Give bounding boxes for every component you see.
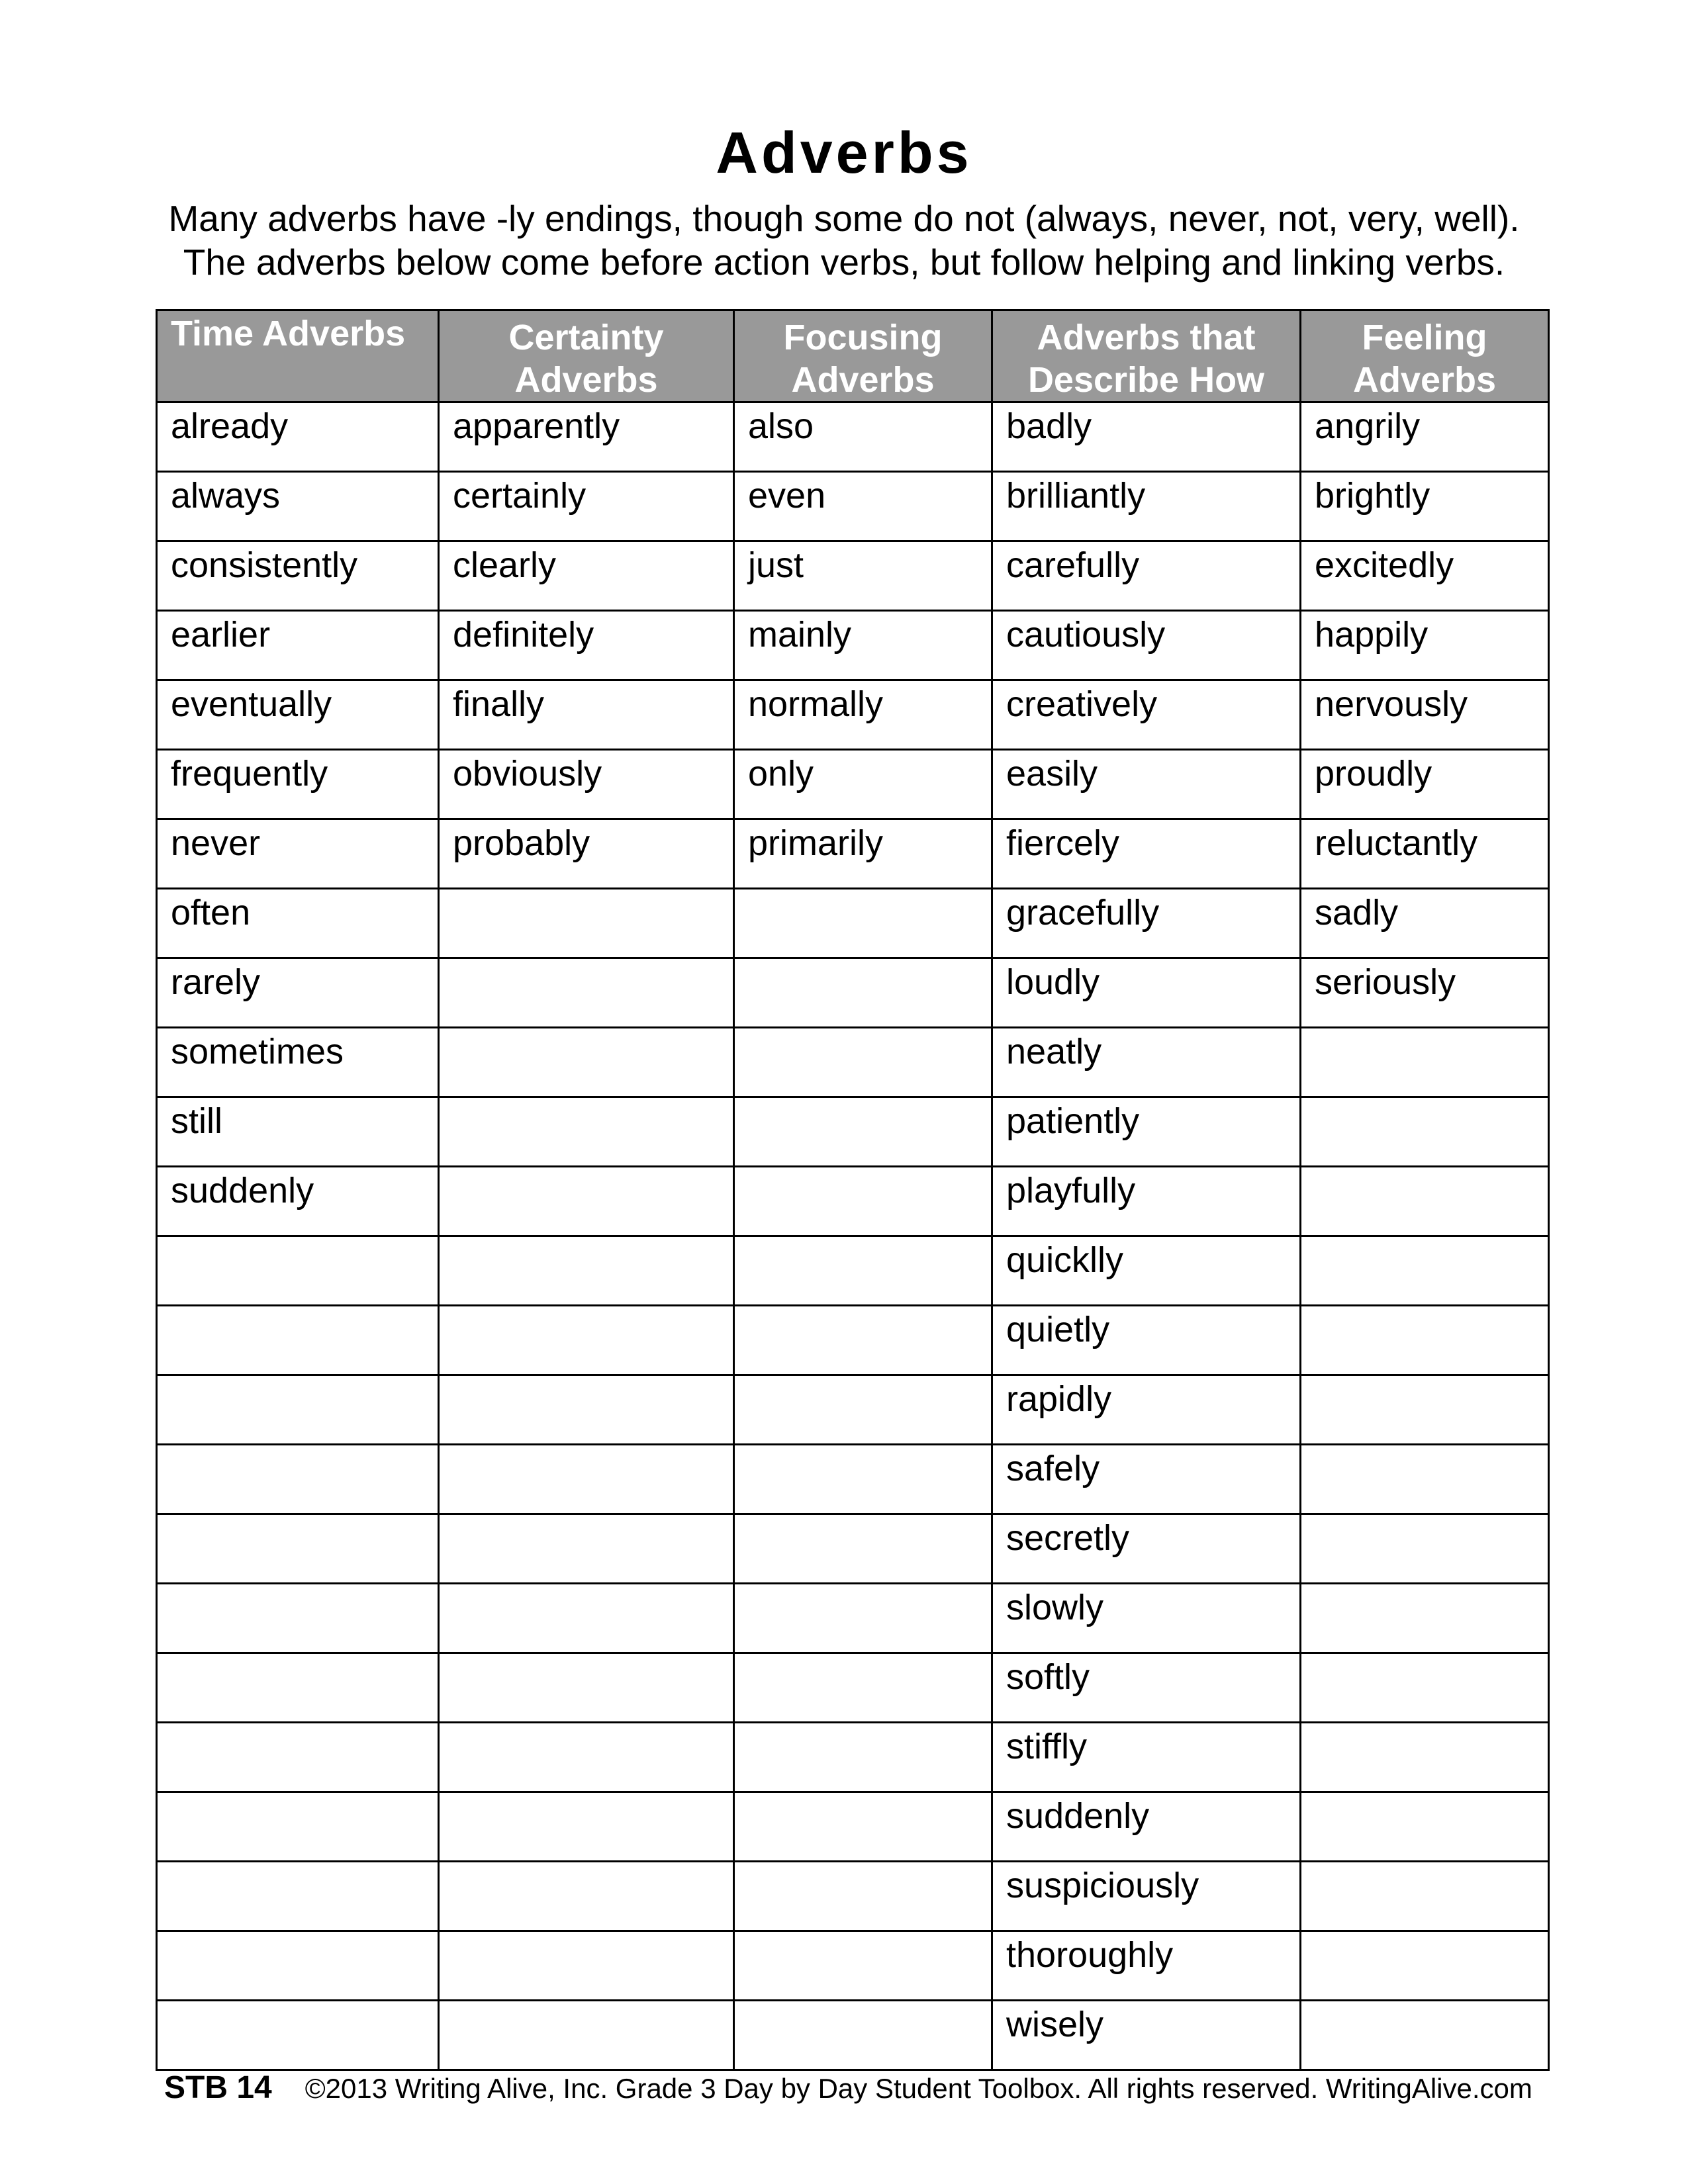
table-cell: normally	[734, 680, 992, 750]
intro-line-2: The adverbs below come before action verbs, but follow helping and linking verbs.	[183, 242, 1505, 283]
table-cell	[1301, 1306, 1549, 1375]
table-cell: rapidly	[992, 1375, 1301, 1445]
table-cell: still	[157, 1097, 439, 1167]
table-cell	[439, 958, 734, 1028]
table-cell	[157, 1445, 439, 1514]
header-certainty-adverbs: Certainty Adverbs	[439, 310, 734, 402]
table-cell	[439, 1584, 734, 1653]
table-cell: slowly	[992, 1584, 1301, 1653]
table-row	[157, 958, 1549, 1028]
table-cell: obviously	[439, 750, 734, 819]
table-cell	[734, 1584, 992, 1653]
table-cell	[439, 1167, 734, 1236]
table-cell: suddenly	[992, 1792, 1301, 1862]
table-cell	[157, 1931, 439, 2001]
table-cell: neatly	[992, 1028, 1301, 1097]
table-cell: reluctantly	[1301, 819, 1549, 889]
table-cell: primarily	[734, 819, 992, 889]
table-cell	[1301, 1723, 1549, 1792]
table-row	[157, 1236, 1549, 1306]
table-cell	[734, 2001, 992, 2070]
table-cell	[734, 1792, 992, 1862]
table-cell: quietly	[992, 1306, 1301, 1375]
table-cell: just	[734, 541, 992, 611]
page-title: Adverbs	[716, 120, 972, 185]
table-cell	[1301, 1028, 1549, 1097]
table-cell: sadly	[1301, 889, 1549, 958]
table-row	[157, 819, 1549, 889]
table-row	[157, 402, 1549, 472]
table-cell	[734, 1514, 992, 1584]
table-cell: nervously	[1301, 680, 1549, 750]
table-cell	[1301, 1792, 1549, 1862]
table-cell	[1301, 1445, 1549, 1514]
table-cell	[439, 1097, 734, 1167]
table-cell: creatively	[992, 680, 1301, 750]
table-cell	[157, 1236, 439, 1306]
header-feeling-adverbs: Feeling Adverbs	[1301, 310, 1549, 402]
table-cell: already	[157, 402, 439, 472]
table-cell	[157, 1514, 439, 1584]
table-row	[157, 1792, 1549, 1862]
table-header-row	[157, 310, 1549, 402]
table-cell	[1301, 1167, 1549, 1236]
table-cell	[157, 1792, 439, 1862]
table-cell: loudly	[992, 958, 1301, 1028]
table-cell: brightly	[1301, 472, 1549, 541]
table-cell	[157, 1584, 439, 1653]
table-cell	[439, 1653, 734, 1723]
table-cell	[734, 1097, 992, 1167]
table-cell: rarely	[157, 958, 439, 1028]
table-cell: easily	[992, 750, 1301, 819]
table-cell: badly	[992, 402, 1301, 472]
table-cell: thoroughly	[992, 1931, 1301, 2001]
table-cell: cautiously	[992, 611, 1301, 680]
table-row	[157, 1167, 1549, 1236]
table-cell: frequently	[157, 750, 439, 819]
table-cell: softly	[992, 1653, 1301, 1723]
table-row	[157, 1306, 1549, 1375]
table-row	[157, 1445, 1549, 1514]
table-cell: even	[734, 472, 992, 541]
footer-copyright: ©2013 Writing Alive, Inc. Grade 3 Day by Day Student Toolbox. All rights reserved. WritingAlive.com	[305, 2073, 1532, 2104]
table-cell	[439, 1862, 734, 1931]
table-cell: earlier	[157, 611, 439, 680]
table-cell: stiffly	[992, 1723, 1301, 1792]
table-cell: sometimes	[157, 1028, 439, 1097]
table-row	[157, 472, 1549, 541]
table-cell: also	[734, 402, 992, 472]
table-cell	[439, 1236, 734, 1306]
table-cell	[734, 1167, 992, 1236]
table-cell	[157, 1723, 439, 1792]
table-cell: clearly	[439, 541, 734, 611]
table-cell	[734, 1236, 992, 1306]
table-cell	[1301, 1375, 1549, 1445]
table-cell	[734, 1653, 992, 1723]
table-cell: often	[157, 889, 439, 958]
table-cell: apparently	[439, 402, 734, 472]
table-cell: fiercely	[992, 819, 1301, 889]
table-cell	[157, 1375, 439, 1445]
table-cell: playfully	[992, 1167, 1301, 1236]
table-row	[157, 1375, 1549, 1445]
table-cell: suspiciously	[992, 1862, 1301, 1931]
table-cell	[439, 1514, 734, 1584]
table-cell	[734, 1306, 992, 1375]
table-row	[157, 1653, 1549, 1723]
table-cell	[439, 889, 734, 958]
table-cell	[439, 1028, 734, 1097]
table-cell	[734, 1931, 992, 2001]
table-cell: secretly	[992, 1514, 1301, 1584]
table-cell	[1301, 1236, 1549, 1306]
table-cell	[439, 1723, 734, 1792]
table-row	[157, 1514, 1549, 1584]
table-cell	[734, 889, 992, 958]
table-cell: seriously	[1301, 958, 1549, 1028]
table-cell	[734, 1375, 992, 1445]
table-cell: eventually	[157, 680, 439, 750]
table-cell	[439, 1445, 734, 1514]
table-cell: angrily	[1301, 402, 1549, 472]
header-time-adverbs: Time Adverbs	[157, 310, 439, 402]
table-cell	[734, 1445, 992, 1514]
table-row	[157, 750, 1549, 819]
table-cell	[439, 1375, 734, 1445]
page-footer	[164, 2070, 1532, 2106]
table-cell	[1301, 1514, 1549, 1584]
header-focusing-adverbs: Focusing Adverbs	[734, 310, 992, 402]
table-cell	[1301, 1584, 1549, 1653]
table-row	[157, 1028, 1549, 1097]
table-cell	[439, 1931, 734, 2001]
adverbs-table	[156, 309, 1550, 2071]
table-cell: definitely	[439, 611, 734, 680]
table-cell	[439, 1792, 734, 1862]
table-cell	[734, 1028, 992, 1097]
table-cell	[157, 1862, 439, 1931]
table-cell: probably	[439, 819, 734, 889]
footer-page-code: STB 14	[164, 2070, 272, 2105]
table-cell: quicklly	[992, 1236, 1301, 1306]
table-cell	[1301, 1862, 1549, 1931]
table-cell: gracefully	[992, 889, 1301, 958]
table-cell	[439, 1306, 734, 1375]
table-row	[157, 889, 1549, 958]
table-cell: happily	[1301, 611, 1549, 680]
table-row	[157, 541, 1549, 611]
table-row	[157, 611, 1549, 680]
table-cell: brilliantly	[992, 472, 1301, 541]
table-row	[157, 1931, 1549, 2001]
table-cell	[1301, 1097, 1549, 1167]
table-row	[157, 680, 1549, 750]
table-cell: always	[157, 472, 439, 541]
table-cell	[157, 2001, 439, 2070]
table-cell	[439, 2001, 734, 2070]
table-row	[157, 2001, 1549, 2070]
table-cell: excitedly	[1301, 541, 1549, 611]
table-cell: finally	[439, 680, 734, 750]
table-row	[157, 1097, 1549, 1167]
intro-line-1: Many adverbs have -ly endings, though some do not (always, never, not, very, well).	[168, 198, 1520, 239]
table-cell: wisely	[992, 2001, 1301, 2070]
table-cell	[734, 958, 992, 1028]
table-cell	[157, 1306, 439, 1375]
table-row	[157, 1584, 1549, 1653]
table-cell: safely	[992, 1445, 1301, 1514]
table-cell: consistently	[157, 541, 439, 611]
header-describe-how-adverbs: Adverbs that Describe How	[992, 310, 1301, 402]
table-row	[157, 1723, 1549, 1792]
table-cell	[734, 1723, 992, 1792]
table-body	[157, 402, 1549, 2070]
table-cell	[734, 1862, 992, 1931]
table-cell: carefully	[992, 541, 1301, 611]
table-cell: certainly	[439, 472, 734, 541]
table-row	[157, 1862, 1549, 1931]
table-cell: mainly	[734, 611, 992, 680]
table-cell: only	[734, 750, 992, 819]
table-cell: proudly	[1301, 750, 1549, 819]
table-cell	[157, 1653, 439, 1723]
table-cell: patiently	[992, 1097, 1301, 1167]
table-cell: never	[157, 819, 439, 889]
table-cell: suddenly	[157, 1167, 439, 1236]
table-cell	[1301, 1931, 1549, 2001]
table-cell	[1301, 2001, 1549, 2070]
table-cell	[1301, 1653, 1549, 1723]
